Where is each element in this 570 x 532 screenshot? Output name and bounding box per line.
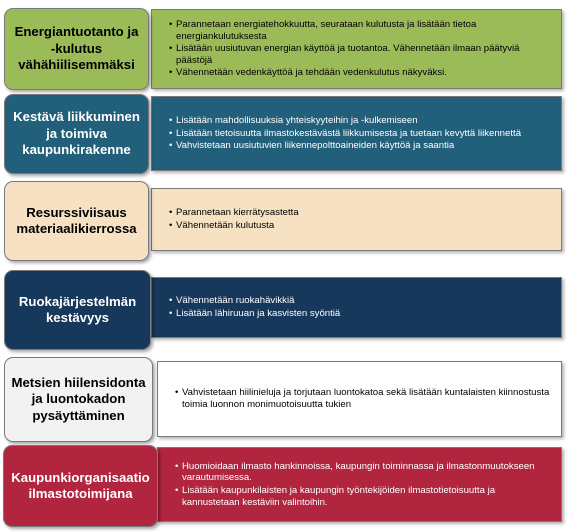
theme-title-box	[4, 94, 149, 174]
theme-title-box	[4, 357, 153, 442]
theme-row-3	[0, 178, 570, 268]
theme-actions-box	[151, 9, 562, 89]
action-item: • Parannetaan energiatehokkuutta, seurataan kulutusta ja lisätään tietoa energiankulutuksesta	[170, 19, 553, 42]
theme-title-box	[4, 181, 149, 261]
action-item: • Lisätään tietoisuutta ilmastokestävästä liikkumisesta ja tuetaan kevyttä liikennettä	[170, 128, 553, 140]
action-list	[170, 206, 553, 232]
theme-actions-box	[151, 96, 562, 171]
action-item: • Lisätään uusiutuvan energian käyttöä ja tuotantoa. Vähennetään ilmaan päätyviä päästöjä	[170, 43, 553, 66]
action-item: • Huomioidaan ilmasto hankinnoissa, kaupungin toiminnassa ja ilmastonmuutokseen varautumisessa.	[176, 461, 553, 484]
action-item: • Vahvistetaan uusiutuvien liikennepolttoaineiden käyttöä ja saantia	[170, 140, 553, 152]
action-item: • Lisätään kaupunkilaisten ja kaupungin työntekijöiden ilmastotietoisuutta ja kannustetaan kestäviin valintoihin.	[176, 485, 553, 508]
action-item: • Parannetaan kierrätysastetta	[170, 207, 553, 219]
theme-actions-box	[157, 447, 562, 522]
action-list	[170, 18, 553, 80]
theme-title: Ruokajärjestelmän kestävyys	[18, 293, 137, 325]
theme-title: Kestävä liikkuminen ja toimiva kaupunkirakenne	[13, 109, 140, 158]
action-item: • Vähennetään vedenkäyttöä ja tehdään vedenkulutus näkyväksi.	[170, 67, 553, 79]
theme-title: Energiantuotanto ja -kulutus vähähiilisemmäksi	[14, 24, 139, 73]
theme-row-5	[0, 355, 570, 445]
theme-title-box	[4, 8, 149, 90]
theme-row-4	[0, 268, 570, 358]
action-item: • Lisätään mahdollisuuksia yhteiskyyteihin ja -kulkemiseen	[170, 115, 553, 127]
action-item: • Vähennetään ruokahävikkiä	[170, 295, 553, 307]
theme-title: Metsien hiilensidonta ja luontokadon pysäyttäminen	[11, 374, 146, 423]
theme-actions-box	[157, 361, 562, 437]
theme-title-box	[4, 270, 151, 350]
theme-row-2	[0, 92, 570, 182]
action-item: • Vahvistetaan hiilinieluja ja torjutaan luontokatoa sekä lisätään kuntalaisten kiinnostusta toimia luonnon monimuotoisuutta tukien	[176, 387, 553, 410]
theme-title-box	[3, 445, 158, 527]
action-list	[170, 114, 553, 153]
action-list	[176, 386, 553, 411]
action-list	[176, 460, 553, 509]
theme-row-6	[0, 442, 570, 532]
theme-actions-box	[151, 188, 562, 251]
theme-title: Resurssiviisaus materiaalikierrossa	[16, 204, 137, 236]
action-item: • Vähennetään kulutusta	[170, 220, 553, 232]
theme-title: Kaupunkiorganisaatio ilmastotoimijana	[11, 469, 150, 501]
action-list	[170, 294, 553, 320]
theme-actions-box	[151, 277, 562, 338]
theme-row-1	[0, 2, 570, 92]
action-item: • Lisätään lähiruuan ja kasvisten syöntiä	[170, 308, 553, 320]
